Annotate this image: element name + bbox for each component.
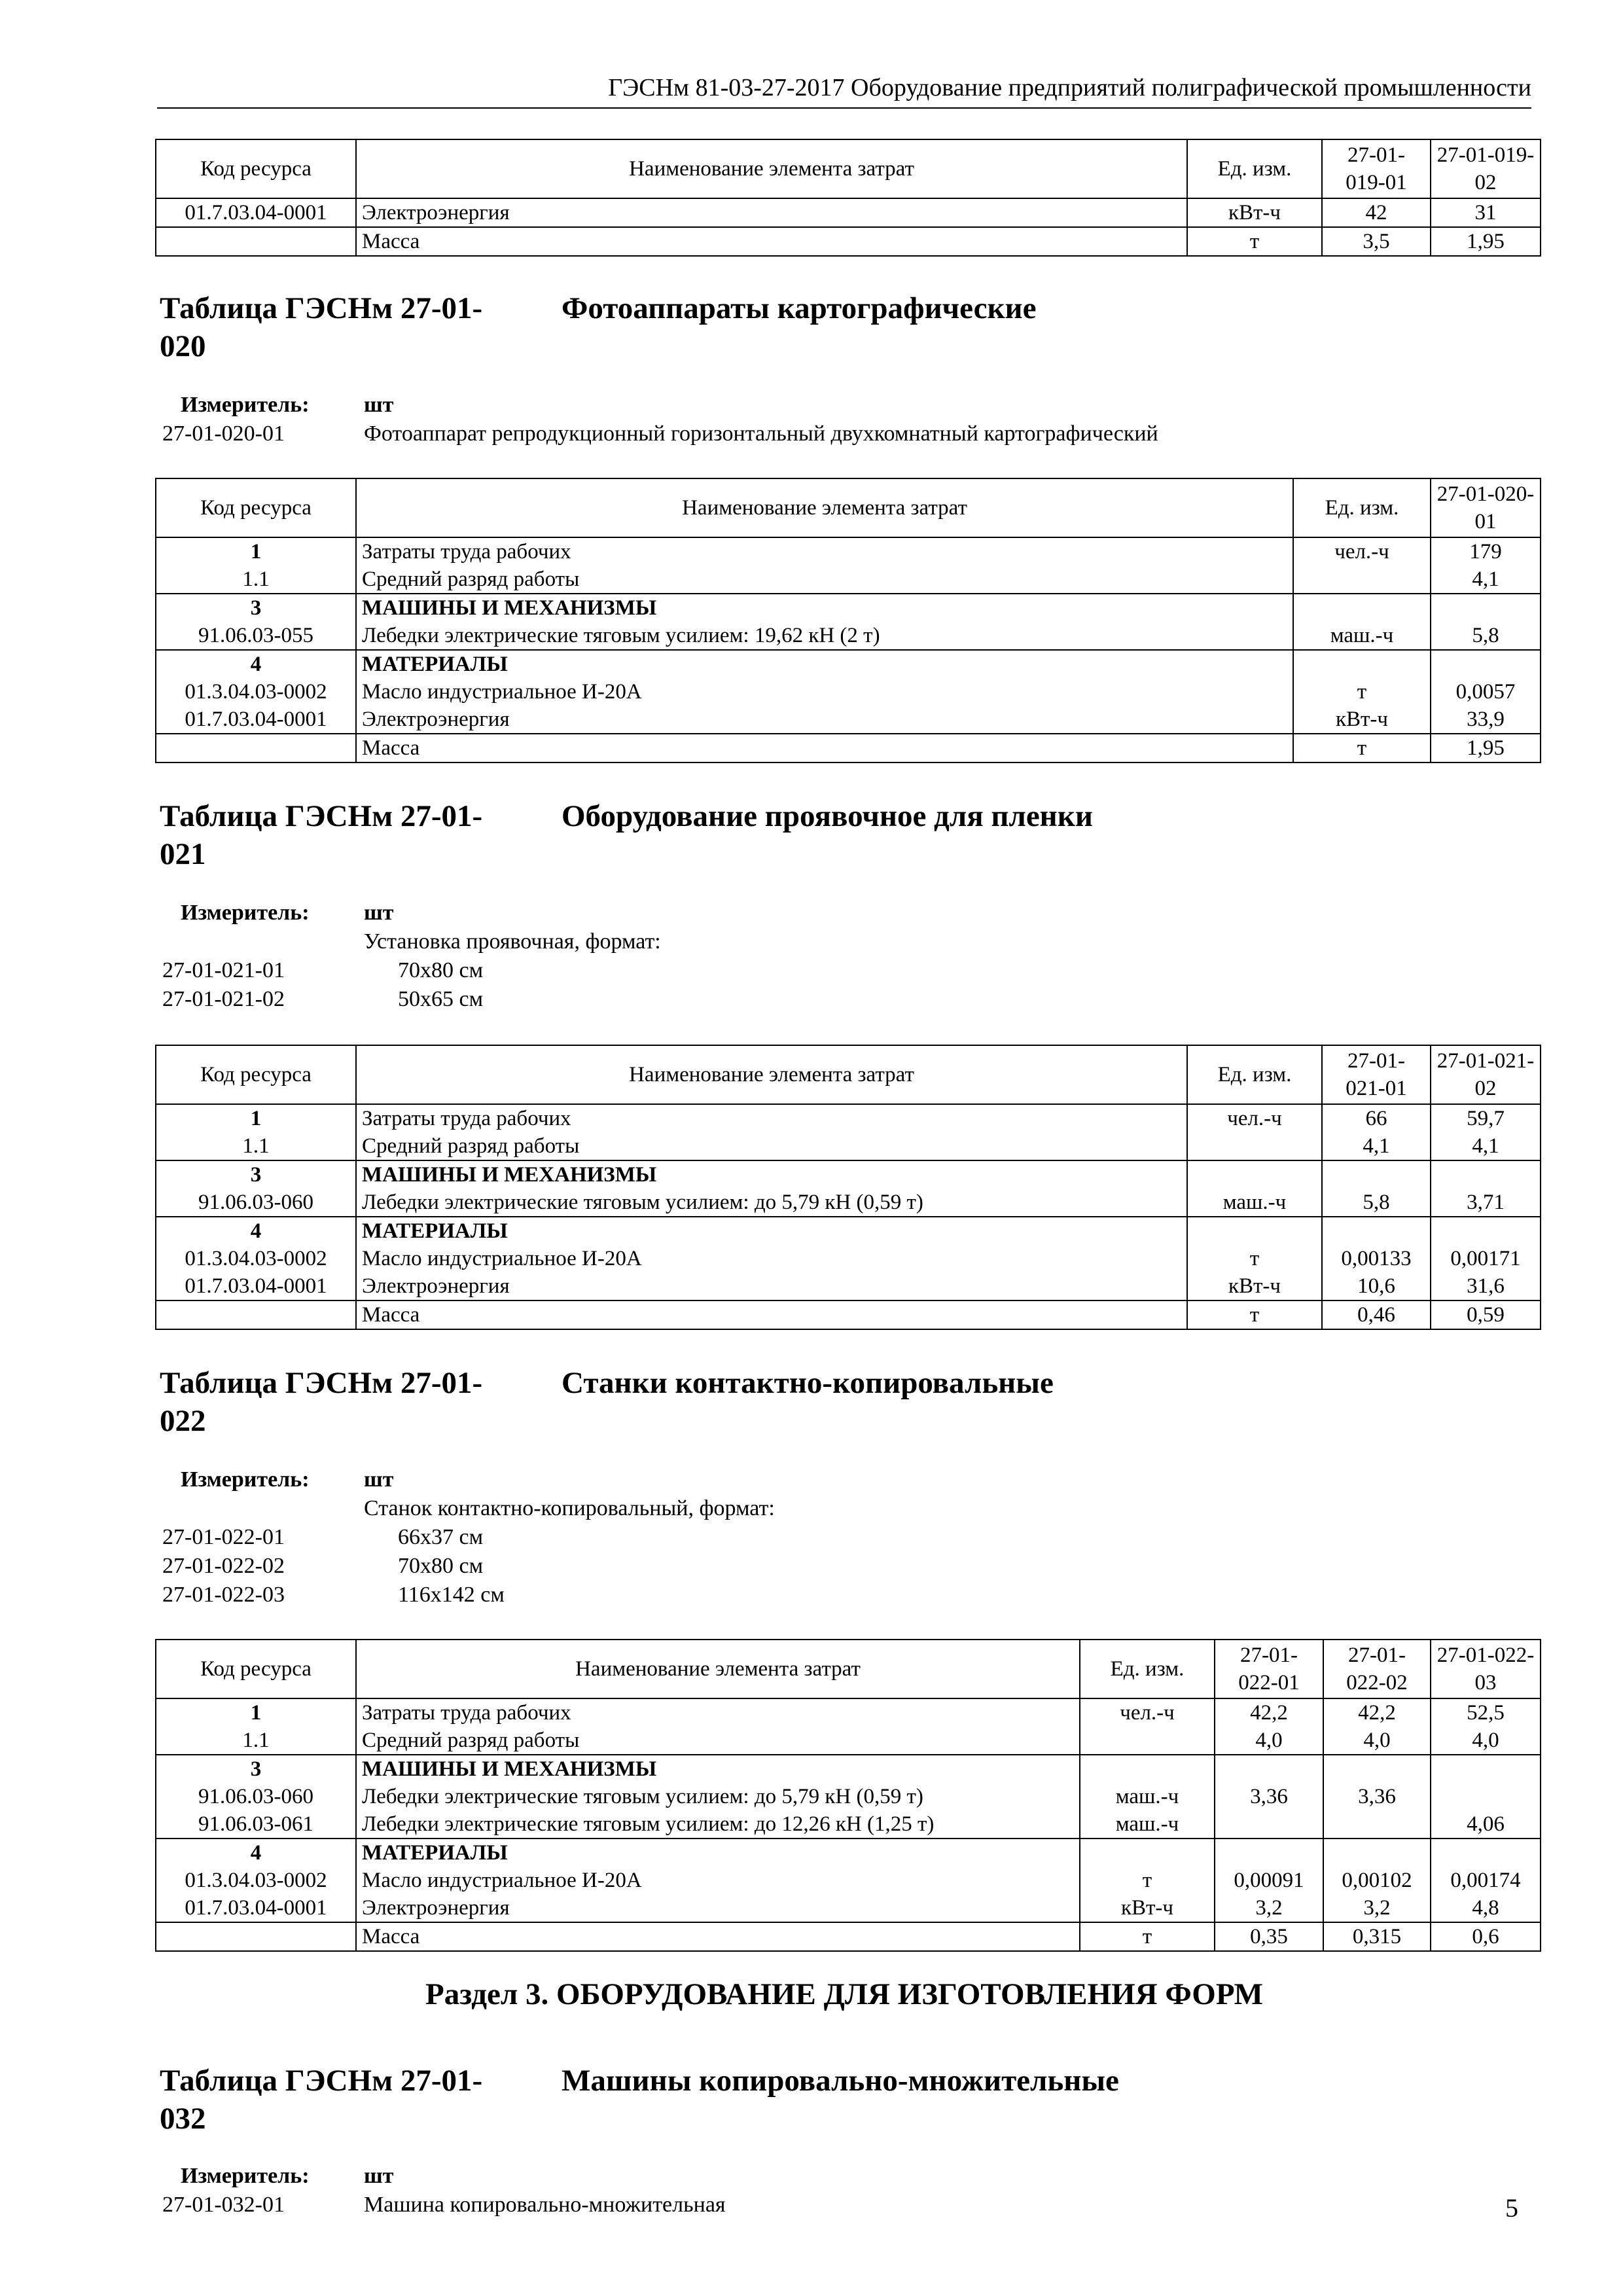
resource-name: Масса [356, 227, 1187, 256]
col-header-code: Код ресурса [156, 478, 356, 537]
table-title: Таблица ГЭСНм 27-01-022 [160, 1366, 483, 1438]
value: 0,00102 [1323, 1867, 1431, 1894]
resource-name: Средний разряд работы [356, 565, 1293, 594]
value: 4,06 [1431, 1810, 1541, 1839]
unit: чел.-ч [1293, 537, 1431, 565]
measure-label: Измеритель: [181, 2164, 310, 2188]
item-code: 27-01-020-01 [162, 422, 285, 446]
col-header-value: 27-01-021-02 [1431, 1045, 1541, 1104]
item-text: Фотоаппарат репродукционный горизонтальный двухкомнатный картографический [364, 422, 1158, 446]
value: 4,0 [1323, 1727, 1431, 1755]
value: 52,5 [1431, 1698, 1541, 1727]
group-heading: МАШИНЫ И МЕХАНИЗМЫ [356, 1755, 1080, 1783]
value [1431, 1783, 1541, 1810]
value: 4,1 [1322, 1132, 1431, 1160]
value: 3,71 [1431, 1189, 1541, 1217]
unit: т [1187, 227, 1322, 256]
col-header-value: 27-01-022-03 [1431, 1640, 1541, 1698]
item-code: 27-01-022-03 [162, 1583, 285, 1607]
resource-code: 01.3.04.03-0002 [156, 1867, 356, 1894]
item-code: 27-01-021-01 [162, 958, 285, 982]
col-header-unit: Ед. изм. [1293, 478, 1431, 537]
group-heading: МАТЕРИАЛЫ [356, 1217, 1187, 1245]
col-header-unit: Ед. изм. [1187, 139, 1322, 198]
resource-code: 1 [156, 537, 356, 565]
value: 33,9 [1431, 706, 1541, 734]
item-intro: Установка проявочная, формат: [364, 929, 661, 954]
value [1323, 1810, 1431, 1839]
group-heading: МАТЕРИАЛЫ [356, 650, 1293, 678]
measure-label: Измеритель: [181, 901, 310, 925]
value: 3,2 [1323, 1894, 1431, 1922]
resource-code: 91.06.03-055 [156, 622, 356, 650]
unit: т [1187, 1300, 1322, 1329]
resource-code: 1 [156, 1698, 356, 1727]
resource-name: Затраты труда рабочих [356, 1698, 1080, 1727]
resource-code: 01.7.03.04-0001 [156, 1894, 356, 1922]
resource-code: 91.06.03-061 [156, 1810, 356, 1839]
resource-name: Средний разряд работы [356, 1132, 1187, 1160]
resource-code: 4 [156, 650, 356, 678]
item-text: 50х65 см [398, 987, 484, 1011]
group-heading: МАШИНЫ И МЕХАНИЗМЫ [356, 1160, 1187, 1189]
measure-label: Измеритель: [181, 393, 310, 417]
resource-name: Масса [356, 734, 1293, 762]
value: 42,2 [1215, 1698, 1323, 1727]
table-name: Машины копировально-множительные [562, 2064, 1119, 2098]
value: 3,2 [1215, 1894, 1323, 1922]
resource-name: Затраты труда рабочих [356, 1104, 1187, 1132]
measure-unit: шт [364, 393, 394, 417]
value: 42,2 [1323, 1698, 1431, 1727]
header-rule [157, 107, 1531, 109]
measure-unit: шт [364, 901, 394, 925]
resource-code: 91.06.03-060 [156, 1783, 356, 1810]
col-header-code: Код ресурса [156, 139, 356, 198]
col-header-name: Наименование элемента затрат [356, 1045, 1187, 1104]
unit: кВт-ч [1293, 706, 1431, 734]
resource-name: Средний разряд работы [356, 1727, 1080, 1755]
resource-code: 01.7.03.04-0001 [156, 198, 356, 227]
value: 59,7 [1431, 1104, 1541, 1132]
resource-name: Электроэнергия [356, 1894, 1080, 1922]
col-header-value: 27-01-022-02 [1323, 1640, 1431, 1698]
value: 0,0057 [1431, 678, 1541, 706]
item-text: 66х37 см [398, 1525, 484, 1549]
table-title: Таблица ГЭСНм 27-01-021 [160, 799, 483, 871]
resource-code: 91.06.03-060 [156, 1189, 356, 1217]
resource-name: Лебедки электрические тяговым усилием: до 12,26 кН (1,25 т) [356, 1810, 1080, 1839]
col-header-value: 27-01-022-01 [1215, 1640, 1323, 1698]
col-header-value: 27-01-019-02 [1431, 139, 1541, 198]
page-number: 5 [1505, 2193, 1518, 2223]
unit: маш.-ч [1293, 622, 1431, 650]
unit: т [1080, 1922, 1215, 1951]
value: 0,315 [1323, 1922, 1431, 1951]
item-intro: Станок контактно-копировальный, формат: [364, 1496, 775, 1520]
group-heading: МАШИНЫ И МЕХАНИЗМЫ [356, 594, 1293, 622]
value: 0,00091 [1215, 1867, 1323, 1894]
col-header-name: Наименование элемента затрат [356, 1640, 1080, 1698]
value: 10,6 [1322, 1272, 1431, 1300]
running-header: ГЭСНм 81-03-27-2017 Оборудование предприятий полиграфической промышленности [608, 74, 1531, 101]
resource-code: 3 [156, 594, 356, 622]
value: 1,95 [1431, 734, 1541, 762]
resource-name: Лебедки электрические тяговым усилием: 19,62 кН (2 т) [356, 622, 1293, 650]
table-name: Фотоаппараты картографические [562, 291, 1037, 325]
resource-code: 1.1 [156, 1132, 356, 1160]
item-text: 116х142 см [398, 1583, 505, 1607]
item-text: Машина копировально-множительная [364, 2193, 726, 2217]
resource-code: 01.3.04.03-0002 [156, 678, 356, 706]
value: 42 [1322, 198, 1431, 227]
table-022 [155, 1639, 1541, 1952]
measure-label: Измеритель: [181, 1467, 310, 1492]
value: 3,36 [1215, 1783, 1323, 1810]
resource-name: Электроэнергия [356, 198, 1187, 227]
item-text: 70х80 см [398, 958, 484, 982]
item-code: 27-01-032-01 [162, 2193, 285, 2217]
resource-name: Масса [356, 1300, 1187, 1329]
value: 4,1 [1431, 565, 1541, 594]
value: 4,0 [1431, 1727, 1541, 1755]
col-header-value: 27-01-020-01 [1431, 478, 1541, 537]
table-019-continued [155, 139, 1541, 257]
value: 4,8 [1431, 1894, 1541, 1922]
table-name: Станки контактно-копировальные [562, 1366, 1054, 1400]
resource-name: Масло индустриальное И-20А [356, 1245, 1187, 1272]
resource-code: 3 [156, 1755, 356, 1783]
resource-code: 01.7.03.04-0001 [156, 706, 356, 734]
measure-unit: шт [364, 1467, 394, 1492]
resource-code: 4 [156, 1839, 356, 1867]
resource-code: 4 [156, 1217, 356, 1245]
value: 31,6 [1431, 1272, 1541, 1300]
resource-code: 1.1 [156, 565, 356, 594]
resource-name: Масса [356, 1922, 1080, 1951]
col-header-value: 27-01-019-01 [1322, 139, 1431, 198]
col-header-unit: Ед. изм. [1187, 1045, 1322, 1104]
col-header-code: Код ресурса [156, 1640, 356, 1698]
value: 0,6 [1431, 1922, 1541, 1951]
value: 3,36 [1323, 1783, 1431, 1810]
resource-name: Электроэнергия [356, 1272, 1187, 1300]
value: 1,95 [1431, 227, 1541, 256]
value: 179 [1431, 537, 1541, 565]
col-header-unit: Ед. изм. [1080, 1640, 1215, 1698]
resource-name: Масло индустриальное И-20А [356, 1867, 1080, 1894]
group-heading: МАТЕРИАЛЫ [356, 1839, 1080, 1867]
unit: маш.-ч [1080, 1783, 1215, 1810]
resource-code: 01.7.03.04-0001 [156, 1272, 356, 1300]
measure-unit: шт [364, 2164, 394, 2188]
table-020 [155, 478, 1541, 763]
resource-name: Лебедки электрические тяговым усилием: до 5,79 кН (0,59 т) [356, 1783, 1080, 1810]
unit: т [1080, 1867, 1215, 1894]
col-header-name: Наименование элемента затрат [356, 478, 1293, 537]
item-code: 27-01-022-02 [162, 1554, 285, 1578]
unit: чел.-ч [1080, 1698, 1215, 1727]
value: 4,0 [1215, 1727, 1323, 1755]
unit: маш.-ч [1080, 1810, 1215, 1839]
value: 4,1 [1431, 1132, 1541, 1160]
col-header-value: 27-01-021-01 [1322, 1045, 1431, 1104]
item-code: 27-01-022-01 [162, 1525, 285, 1549]
value: 0,59 [1431, 1300, 1541, 1329]
resource-code: 1.1 [156, 1727, 356, 1755]
col-header-code: Код ресурса [156, 1045, 356, 1104]
col-header-name: Наименование элемента затрат [356, 139, 1187, 198]
unit: т [1293, 678, 1431, 706]
value [1215, 1810, 1323, 1839]
item-code: 27-01-021-02 [162, 987, 285, 1011]
unit: кВт-ч [1187, 1272, 1322, 1300]
value: 66 [1322, 1104, 1431, 1132]
resource-code: 3 [156, 1160, 356, 1189]
table-title: Таблица ГЭСНм 27-01-032 [160, 2064, 483, 2136]
value: 5,8 [1431, 622, 1541, 650]
resource-name: Масло индустриальное И-20А [356, 678, 1293, 706]
unit: маш.-ч [1187, 1189, 1322, 1217]
unit: чел.-ч [1187, 1104, 1322, 1132]
value: 0,46 [1322, 1300, 1431, 1329]
table-021 [155, 1045, 1541, 1330]
value: 3,5 [1322, 227, 1431, 256]
value: 0,00174 [1431, 1867, 1541, 1894]
resource-name: Затраты труда рабочих [356, 537, 1293, 565]
item-text: 70х80 см [398, 1554, 484, 1578]
value: 0,00133 [1322, 1245, 1431, 1272]
value: 0,00171 [1431, 1245, 1541, 1272]
table-title: Таблица ГЭСНм 27-01-020 [160, 291, 483, 363]
resource-code: 01.3.04.03-0002 [156, 1245, 356, 1272]
table-name: Оборудование проявочное для пленки [562, 799, 1093, 833]
unit: кВт-ч [1187, 198, 1322, 227]
unit: кВт-ч [1080, 1894, 1215, 1922]
unit: т [1187, 1245, 1322, 1272]
value: 31 [1431, 198, 1541, 227]
resource-name: Лебедки электрические тяговым усилием: до 5,79 кН (0,59 т) [356, 1189, 1187, 1217]
resource-code: 1 [156, 1104, 356, 1132]
value: 5,8 [1322, 1189, 1431, 1217]
value: 0,35 [1215, 1922, 1323, 1951]
unit: т [1293, 734, 1431, 762]
resource-name: Электроэнергия [356, 706, 1293, 734]
section-heading: Раздел 3. ОБОРУДОВАНИЕ ДЛЯ ИЗГОТОВЛЕНИЯ ФОРМ [425, 1977, 1263, 2011]
